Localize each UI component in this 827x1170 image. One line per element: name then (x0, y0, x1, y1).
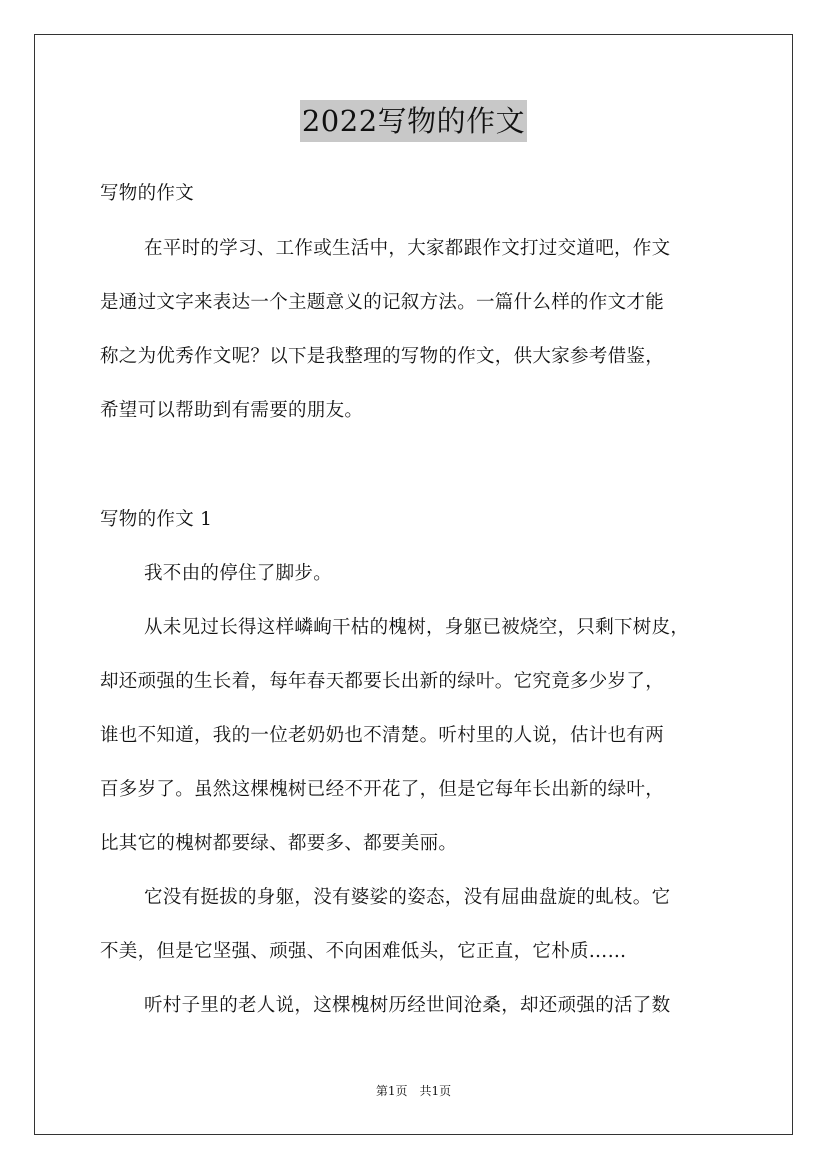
section-heading-1: 写物的作文 1 (100, 509, 213, 530)
paragraph-line: 在平时的学习、工作或生活中，大家都跟作文打过交道吧，作文 (144, 238, 671, 259)
page-footer: 第1页 共1页 (375, 1084, 452, 1098)
document-title: 2022写物的作文 (300, 100, 527, 142)
paragraph-line: 谁也不知道，我的一位老奶奶也不清楚。听村里的人说，估计也有两 (100, 725, 665, 746)
paragraph-line: 百多岁了。虽然这棵槐树已经不开花了，但是它每年长出新的绿叶， (100, 779, 665, 800)
paragraph-line: 却还顽强的生长着，每年春天都要长出新的绿叶。它究竟多少岁了， (100, 671, 665, 692)
paragraph-line: 听村子里的老人说，这棵槐树历经世间沧桑，却还顽强的活了数 (144, 995, 671, 1016)
paragraph-line: 是通过文字来表达一个主题意义的记叙方法。一篇什么样的作文才能 (100, 292, 665, 313)
paragraph-line: 称之为优秀作文呢？以下是我整理的写物的作文，供大家参考借鉴， (100, 346, 665, 367)
paragraph-line: 我不由的停住了脚步。 (144, 563, 333, 584)
paragraph-line: 比其它的槐树都要绿、都要多、都要美丽。 (100, 833, 458, 854)
paragraph-line: 从未见过长得这样嶙峋干枯的槐树，身躯已被烧空，只剩下树皮， (144, 617, 690, 638)
paragraph-line: 希望可以帮助到有需要的朋友。 (100, 400, 364, 421)
paragraph-line: 它没有挺拔的身躯，没有婆娑的姿态，没有屈曲盘旋的虬枝。它 (144, 887, 671, 908)
paragraph-line: 不美，但是它坚强、顽强、不向困难低头，它正直，它朴质…… (100, 941, 627, 962)
section-heading-intro: 写物的作文 (100, 183, 195, 204)
title-container (0, 100, 827, 142)
